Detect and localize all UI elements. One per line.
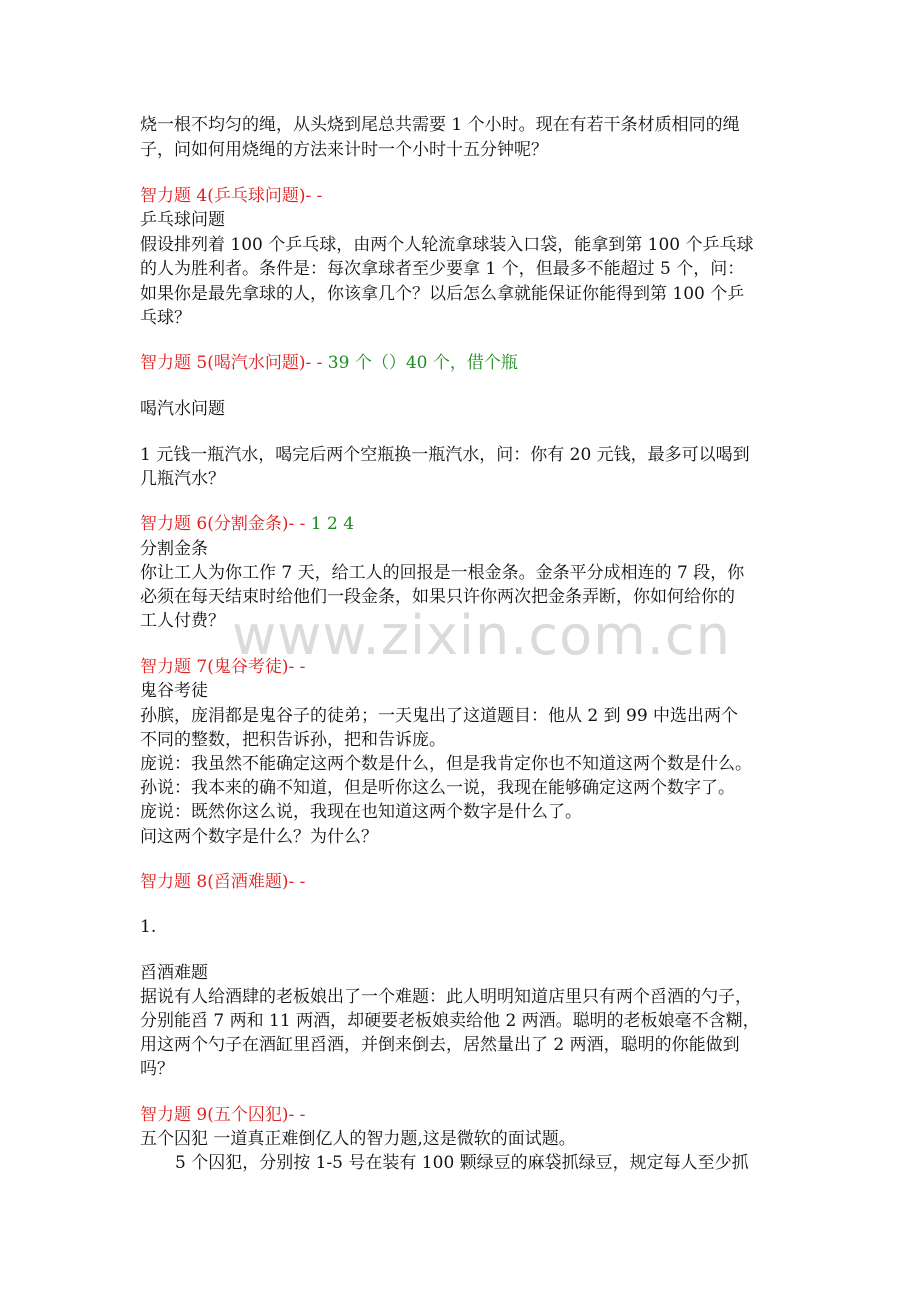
heading-text: 智力题 6(分割金条)- - — [140, 514, 306, 534]
text-line: 乒乓球问题 — [140, 210, 225, 230]
text-line: 烧一根不均匀的绳，从头烧到尾总共需要 1 个小时。现在有若干条材质相同的绳 — [140, 115, 740, 135]
heading-answer: 1 2 4 — [305, 514, 355, 534]
text-line: 分割金条 — [140, 539, 208, 559]
heading-text: 智力题 5(喝汽水问题)- - — [140, 353, 323, 373]
text-line: 必须在每天结束时给他们一段金条，如果只许你两次把金条弄断，你如何给你的 — [140, 587, 735, 607]
text-line: 1 元钱一瓶汽水，喝完后两个空瓶换一瓶汽水，问：你有 20 元钱，最多可以喝到 — [140, 445, 750, 465]
text-line: 如果你是最先拿球的人，你该拿几个？以后怎么拿就能保证你能得到第 100 个乒 — [140, 284, 745, 304]
heading-answer: 39 个（）40 个，借个瓶 — [322, 353, 518, 373]
text-line: 孙膑，庞涓都是鬼谷子的徒弟；一天鬼出了这道题目：他从 2 到 99 中选出两个 — [140, 706, 739, 726]
text-line: 的人为胜利者。条件是：每次拿球者至少要拿 1 个，但最多不能超过 5 个，问： — [140, 259, 745, 279]
section-heading: 智力题 8(舀酒难题)- - — [140, 872, 306, 892]
text-line: 分别能舀 7 两和 11 两酒，却硬要老板娘卖给他 2 两酒。聪明的老板娘毫不含糊， — [140, 1011, 760, 1031]
text-line: 据说有人给酒肆的老板娘出了一个难题：此人明明知道店里只有两个舀酒的勺子， — [140, 987, 752, 1007]
text-line: 庞说：我虽然不能确定这两个数是什么，但是我肯定你也不知道这两个数是什么。 — [140, 754, 752, 774]
text-line: 鬼谷考徒 — [140, 681, 208, 701]
section-heading — [140, 513, 800, 535]
text-line: 吗？ — [140, 1059, 174, 1079]
section-heading: 智力题 7(鬼谷考徒)- - — [140, 657, 306, 677]
text-line: 1. — [140, 917, 157, 937]
text-line: 用这两个勺子在酒缸里舀酒，并倒来倒去，居然量出了 2 两酒，聪明的你能做到 — [140, 1035, 740, 1055]
text-line: 舀酒难题 — [140, 963, 208, 983]
text-line: 乓球？ — [140, 308, 191, 328]
text-line: 你让工人为你工作 7 天，给工人的回报是一根金条。金条平分成相连的 7 段，你 — [140, 563, 745, 583]
section-heading: 智力题 4(乒乓球问题)- - — [140, 186, 323, 206]
text-line: 庞说：既然你这么说，我现在也知道这两个数字是什么了。 — [140, 802, 582, 822]
text-line: 不同的整数，把积告诉孙，把和告诉庞。 — [140, 730, 446, 750]
text-line: 假设排列着 100 个乒乓球，由两个人轮流拿球装入口袋，能拿到第 100 个乒乓球 — [140, 235, 754, 255]
text-line: 几瓶汽水？ — [140, 469, 225, 489]
section-heading: 智力题 9(五个囚犯)- - — [140, 1105, 306, 1125]
text-line: 孙说：我本来的确不知道，但是听你这么一说，我现在能够确定这两个数字了。 — [140, 778, 735, 798]
text-line: 5 个囚犯，分别按 1-5 号在装有 100 颗绿豆的麻袋抓绿豆，规定每人至少抓 — [175, 1153, 749, 1173]
text-line: 喝汽水问题 — [140, 399, 225, 419]
section-heading — [140, 352, 800, 374]
text-line: 问这两个数字是什么？为什么？ — [140, 827, 378, 847]
text-line: 五个囚犯 一道真正难倒亿人的智力题,这是微软的面试题。 — [140, 1129, 576, 1149]
text-line: 工人付费？ — [140, 611, 225, 631]
text-line: 子，问如何用烧绳的方法来计时一个小时十五分钟呢？ — [140, 140, 548, 160]
watermark: www.zixin.com.cn — [232, 604, 731, 667]
